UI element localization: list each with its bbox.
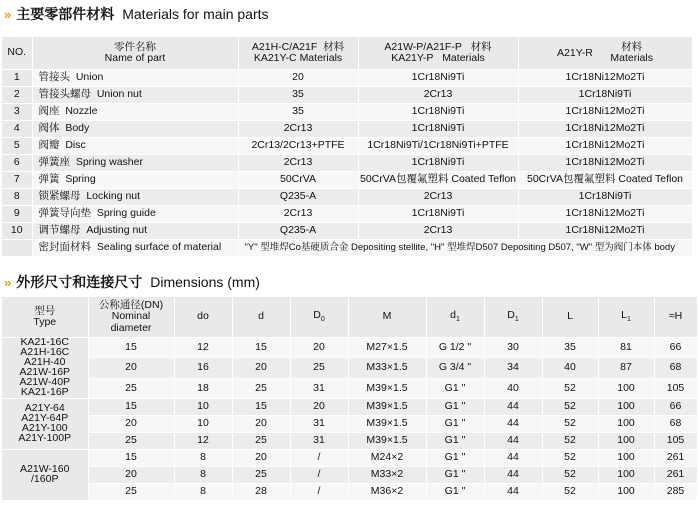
cell-M: M39×1.5	[348, 378, 426, 398]
chevron-icon: »	[4, 274, 11, 290]
part-cn: 弹簧	[38, 173, 60, 186]
materials-row	[2, 70, 692, 87]
header-d1	[426, 297, 484, 338]
cell-d1: G 1/2 "	[426, 338, 484, 358]
cell-D1: 34	[484, 358, 542, 378]
cell-do: 18	[174, 378, 232, 398]
cell-L1: 81	[598, 338, 654, 358]
dimensions-row	[2, 483, 697, 500]
dimensions-row	[2, 398, 697, 415]
cell-col2: 1Cr18Ni9Ti	[358, 70, 518, 87]
dimensions-row	[2, 449, 697, 466]
part-cn: 阀座	[38, 105, 60, 118]
cell-L: 35	[542, 338, 598, 358]
cell-d: 15	[232, 398, 290, 415]
part-en: Nozzle	[65, 105, 98, 118]
cell-col3: 1Cr18Ni12Mo2Ti	[518, 121, 692, 138]
cell-col2: 2Cr13	[358, 189, 518, 206]
sealing-cn: 密封面材料	[38, 241, 91, 254]
part-cn: 管接头螺母	[38, 88, 91, 101]
cell-M: M33×1.5	[348, 358, 426, 378]
dimensions-row	[2, 338, 697, 358]
row-part	[32, 206, 238, 223]
header-col3-c: 材料	[621, 40, 643, 53]
type-cell	[2, 398, 88, 449]
cell-H: 105	[654, 432, 697, 449]
type-label: A21Y-64P	[21, 411, 69, 424]
row-part	[32, 189, 238, 206]
type-label: A21H-40	[24, 355, 66, 368]
cell-col2: 1Cr18Ni9Ti	[358, 155, 518, 172]
cell-do: 10	[174, 398, 232, 415]
cell-do: 12	[174, 432, 232, 449]
cell-col2: 50CrVA包覆氟塑料 Coated Teflon	[358, 172, 518, 189]
header-dn-en2: diameter	[110, 321, 152, 334]
cell-D1: 44	[484, 398, 542, 415]
cell-L1: 100	[598, 415, 654, 432]
cell-col1: 20	[238, 70, 358, 87]
chevron-icon: »	[4, 6, 11, 22]
cell-d1: G1 "	[426, 378, 484, 398]
cell-L: 52	[542, 449, 598, 466]
cell-D0: /	[290, 466, 348, 483]
dimensions-table	[2, 297, 698, 501]
part-en: Adjusting nut	[86, 224, 148, 237]
row-part	[32, 121, 238, 138]
part-en: Union	[75, 71, 104, 84]
header-col2-c: 材料	[470, 40, 492, 53]
cell-col3: 1Cr18Ni9Ti	[518, 189, 692, 206]
cell-D0: 31	[290, 415, 348, 432]
cell-d: 20	[232, 415, 290, 432]
cell-D1: 40	[484, 378, 542, 398]
header-dn-cn: 公称通径(DN)	[98, 299, 164, 312]
cell-col2: 2Cr13	[358, 87, 518, 104]
header-M: M	[348, 297, 426, 338]
header-col1-a: A21H-C/A21F	[251, 40, 318, 53]
header-do: do	[174, 297, 232, 338]
row-part	[32, 104, 238, 121]
cell-H: 261	[654, 449, 697, 466]
header-H: ≈H	[654, 297, 697, 338]
cell-L1: 100	[598, 378, 654, 398]
header-D1-sub: 1	[514, 316, 519, 324]
part-en: Body	[65, 122, 90, 135]
cell-L: 52	[542, 378, 598, 398]
cell-d1: G1 "	[426, 398, 484, 415]
cell-col1: 2Cr13	[238, 121, 358, 138]
header-col2-d: Materials	[442, 52, 485, 64]
section-title-materials	[4, 3, 269, 25]
row-part	[32, 155, 238, 172]
cell-d: 28	[232, 483, 290, 500]
cell-d: 25	[232, 432, 290, 449]
section-title-dimensions	[4, 271, 260, 293]
cell-do: 8	[174, 449, 232, 466]
type-label: A21W-16P	[19, 365, 71, 378]
cell-col1: Q235-A	[238, 223, 358, 240]
header-col3	[518, 37, 692, 70]
cell-dn: 15	[88, 449, 174, 466]
cell-D1: 44	[484, 466, 542, 483]
cell-D1: 44	[484, 483, 542, 500]
cell-d1: G1 "	[426, 449, 484, 466]
row-no: 10	[2, 223, 32, 240]
cell-L: 52	[542, 483, 598, 500]
cell-do: 16	[174, 358, 232, 378]
cell-col3: 1Cr18Ni12Mo2Ti	[518, 155, 692, 172]
part-en: Locking nut	[86, 190, 141, 203]
cell-col3: 1Cr18Ni12Mo2Ti	[518, 223, 692, 240]
cell-H: 261	[654, 466, 697, 483]
cell-d1: G1 "	[426, 466, 484, 483]
row-no: 6	[2, 155, 32, 172]
header-L1-main: L	[621, 309, 627, 322]
type-label: A21Y-100P	[18, 431, 72, 444]
materials-row	[2, 223, 692, 240]
dimensions-row	[2, 466, 697, 483]
dimensions-row	[2, 432, 697, 449]
header-col1-c: 材料	[323, 40, 345, 53]
header-col2-b: KA21Y-P	[391, 52, 434, 64]
row-part	[32, 70, 238, 87]
cell-L: 52	[542, 466, 598, 483]
dimensions-row	[2, 415, 697, 432]
cell-D0: /	[290, 483, 348, 500]
cell-col1: 35	[238, 87, 358, 104]
row-part	[32, 138, 238, 155]
cell-do: 8	[174, 466, 232, 483]
header-type-cn: 型号	[34, 304, 56, 317]
cell-H: 66	[654, 338, 697, 358]
cell-L: 52	[542, 398, 598, 415]
cell-L1: 87	[598, 358, 654, 378]
header-D1	[484, 297, 542, 338]
cell-col3: 1Cr18Ni12Mo2Ti	[518, 206, 692, 223]
materials-row	[2, 206, 692, 223]
cell-M: M36×2	[348, 483, 426, 500]
type-label: A21Y-100	[21, 421, 68, 434]
row-no: 9	[2, 206, 32, 223]
header-no: NO.	[2, 37, 32, 70]
cell-do: 8	[174, 483, 232, 500]
cell-M: M39×1.5	[348, 432, 426, 449]
header-col3-d: Materials	[610, 52, 653, 64]
cell-do: 10	[174, 415, 232, 432]
cell-col3: 1Cr18Ni12Mo2Ti	[518, 104, 692, 121]
header-L: L	[542, 297, 598, 338]
cell-col3: 1Cr18Ni12Mo2Ti	[518, 138, 692, 155]
cell-M: M39×1.5	[348, 415, 426, 432]
header-d1-main: d	[450, 309, 456, 322]
part-cn: 阀瓣	[38, 139, 60, 152]
section-title-en: Materials for main parts	[122, 6, 269, 22]
sealing-en: Sealing surface of material	[96, 241, 222, 254]
cell-L1: 100	[598, 466, 654, 483]
cell-col3: 1Cr18Ni12Mo2Ti	[518, 70, 692, 87]
part-en: Spring	[65, 173, 96, 186]
cell-D1: 30	[484, 338, 542, 358]
header-col1-b: KA21Y-C	[253, 52, 297, 64]
cell-H: 66	[654, 398, 697, 415]
type-label: KA21-16P	[20, 385, 69, 398]
section-title-cn: 主要零部件材料	[16, 6, 115, 22]
row-part-sealing	[32, 240, 238, 257]
cell-col3: 1Cr18Ni9Ti	[518, 87, 692, 104]
header-L1-sub: 1	[626, 316, 631, 324]
part-cn: 锁紧螺母	[38, 190, 81, 203]
cell-col1: Q235-A	[238, 189, 358, 206]
cell-col2: 1Cr18Ni9Ti	[358, 206, 518, 223]
part-en: Union nut	[96, 88, 142, 101]
header-dn-en1: Nominal	[111, 310, 151, 323]
section-title-cn: 外形尺寸和连接尺寸	[16, 274, 143, 290]
materials-row	[2, 172, 692, 189]
part-cn: 管接头	[38, 71, 70, 84]
materials-row	[2, 138, 692, 155]
cell-d1: G1 "	[426, 432, 484, 449]
cell-col1: 35	[238, 104, 358, 121]
cell-d: 15	[232, 338, 290, 358]
part-cn: 调节螺母	[38, 224, 81, 237]
cell-d: 25	[232, 378, 290, 398]
part-en: Disc	[65, 139, 86, 152]
cell-M: M33×2	[348, 466, 426, 483]
type-label: A21Y-64	[24, 401, 65, 414]
cell-col2: 1Cr18Ni9Ti	[358, 104, 518, 121]
header-D1-main: D	[507, 309, 515, 322]
cell-col1: 2Cr13	[238, 155, 358, 172]
row-no: 7	[2, 172, 32, 189]
cell-dn: 25	[88, 432, 174, 449]
row-no: 4	[2, 121, 32, 138]
row-part	[32, 87, 238, 104]
row-part	[32, 223, 238, 240]
materials-table	[2, 37, 693, 257]
type-label: A21H-16C	[20, 345, 70, 358]
row-no: 3	[2, 104, 32, 121]
dimensions-header-row	[2, 297, 697, 338]
row-no: 1	[2, 70, 32, 87]
row-no-empty	[2, 240, 32, 257]
header-dn	[88, 297, 174, 338]
dimensions-row	[2, 378, 697, 398]
materials-row	[2, 189, 692, 206]
cell-d: 20	[232, 449, 290, 466]
cell-D1: 44	[484, 432, 542, 449]
cell-L1: 100	[598, 432, 654, 449]
cell-H: 68	[654, 358, 697, 378]
cell-D0: 31	[290, 432, 348, 449]
cell-col1: 2Cr13	[238, 206, 358, 223]
cell-dn: 15	[88, 398, 174, 415]
part-cn: 弹簧座	[38, 156, 70, 169]
header-col3-a: A21Y-R	[557, 46, 593, 59]
cell-L: 52	[542, 415, 598, 432]
cell-D1: 44	[484, 415, 542, 432]
materials-header-row	[2, 37, 692, 70]
header-type	[2, 297, 88, 338]
cell-d: 25	[232, 466, 290, 483]
cell-col1: 50CrVA	[238, 172, 358, 189]
cell-d1: G 3/4 "	[426, 358, 484, 378]
header-D0-main: D	[313, 309, 321, 322]
cell-dn: 15	[88, 338, 174, 358]
type-label: A21W-40P	[19, 375, 71, 388]
cell-dn: 25	[88, 483, 174, 500]
cell-col2: 1Cr18Ni9Ti	[358, 121, 518, 138]
header-col2-a: A21W-P/A21F-P	[384, 40, 462, 53]
type-label: A21W-160	[20, 462, 70, 475]
materials-row	[2, 104, 692, 121]
row-no: 2	[2, 87, 32, 104]
header-part-cn: 零件名称	[114, 40, 156, 53]
cell-d1: G1 "	[426, 415, 484, 432]
cell-M: M27×1.5	[348, 338, 426, 358]
part-cn: 阀体	[38, 122, 60, 135]
header-d: d	[232, 297, 290, 338]
cell-D0: 20	[290, 338, 348, 358]
row-part	[32, 172, 238, 189]
header-part	[32, 37, 238, 70]
row-no: 5	[2, 138, 32, 155]
header-d1-sub: 1	[455, 316, 460, 324]
cell-H: 285	[654, 483, 697, 500]
cell-M: M24×2	[348, 449, 426, 466]
header-col2	[358, 37, 518, 70]
sealing-note: "Y" 型堆焊Co基硬质合金 Depositing stellite, "H" 型堆焊D507 Depositing D507, "W" 型为阀门本体 body	[238, 240, 692, 257]
cell-col3: 50CrVA包覆氟塑料 Coated Teflon	[518, 172, 692, 189]
cell-dn: 20	[88, 358, 174, 378]
cell-d1: G1 "	[426, 483, 484, 500]
materials-row	[2, 87, 692, 104]
sealing-row	[2, 240, 692, 257]
header-L1	[598, 297, 654, 338]
cell-do: 12	[174, 338, 232, 358]
header-col1	[238, 37, 358, 70]
cell-col2: 2Cr13	[358, 223, 518, 240]
cell-L1: 100	[598, 398, 654, 415]
cell-d: 20	[232, 358, 290, 378]
cell-H: 105	[654, 378, 697, 398]
cell-dn: 20	[88, 415, 174, 432]
part-en: Spring washer	[75, 156, 143, 169]
header-type-en: Type	[33, 316, 57, 328]
type-label: KA21-16C	[20, 337, 69, 348]
cell-H: 68	[654, 415, 697, 432]
header-col1-d: Materials	[299, 52, 343, 64]
materials-row	[2, 155, 692, 172]
type-label: /160P	[31, 472, 59, 485]
cell-dn: 25	[88, 378, 174, 398]
cell-D0: 25	[290, 358, 348, 378]
materials-row	[2, 121, 692, 138]
header-D0-sub: 0	[320, 316, 325, 324]
cell-L1: 100	[598, 483, 654, 500]
row-no: 8	[2, 189, 32, 206]
cell-D0: 20	[290, 398, 348, 415]
dimensions-row	[2, 358, 697, 378]
cell-D0: /	[290, 449, 348, 466]
cell-L1: 100	[598, 449, 654, 466]
cell-col2: 1Cr18Ni9Ti/1Cr18Ni9Ti+PTFE	[358, 138, 518, 155]
part-cn: 弹簧导向垫	[38, 207, 91, 220]
type-cell	[2, 338, 88, 399]
cell-dn: 20	[88, 466, 174, 483]
cell-M: M39×1.5	[348, 398, 426, 415]
cell-D0: 31	[290, 378, 348, 398]
cell-L: 40	[542, 358, 598, 378]
cell-D1: 44	[484, 449, 542, 466]
part-en: Spring guide	[96, 207, 156, 220]
cell-L: 52	[542, 432, 598, 449]
section-title-en: Dimensions (mm)	[150, 274, 260, 290]
cell-col1: 2Cr13/2Cr13+PTFE	[238, 138, 358, 155]
header-part-en: Name of part	[104, 52, 166, 64]
header-D0	[290, 297, 348, 338]
type-cell	[2, 449, 88, 500]
